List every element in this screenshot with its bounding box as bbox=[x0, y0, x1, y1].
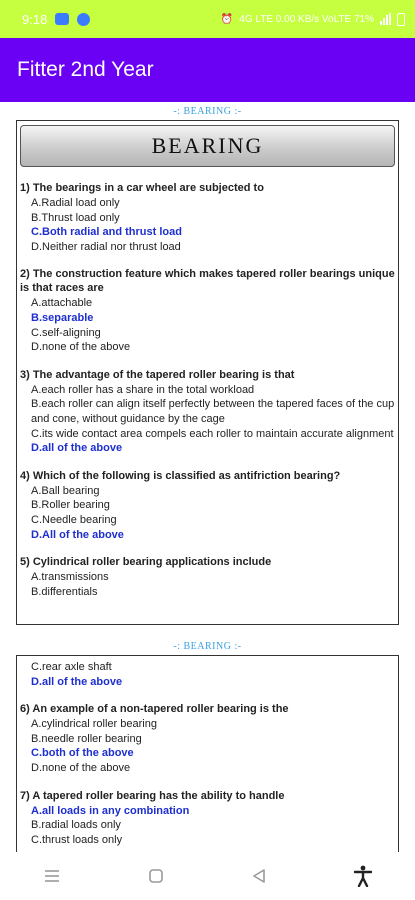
page-banner: BEARING bbox=[20, 125, 395, 167]
status-right bbox=[221, 13, 405, 26]
correct-answer-option: B.separable bbox=[31, 311, 94, 324]
accessibility-icon[interactable] bbox=[343, 861, 383, 891]
correct-answer-option: D.All of the above bbox=[31, 528, 124, 541]
answer-option: C.self-aligning bbox=[31, 326, 101, 339]
answer-option: B.Roller bearing bbox=[31, 499, 110, 512]
app-bar bbox=[0, 38, 415, 102]
question-block bbox=[20, 469, 395, 542]
question-text: 6) An example of a non-tapered roller bearing is the bbox=[20, 703, 289, 716]
question-text: 7) A tapered roller bearing has the ability to handle bbox=[20, 789, 285, 802]
answer-option: A.transmissions bbox=[31, 571, 109, 584]
gallery-notification-icon bbox=[55, 13, 69, 25]
section-label: -: BEARING :- bbox=[173, 106, 242, 117]
question-block bbox=[20, 368, 395, 456]
answer-option: B.each roller can align itself perfectly between the tapered faces of the cup and cone, without guidance by the cage bbox=[31, 398, 395, 425]
answer-option: B.needle roller bearing bbox=[31, 732, 142, 745]
answer-option: D.Neither radial nor thrust load bbox=[31, 240, 181, 253]
correct-answer-option: D.all of the above bbox=[31, 675, 123, 688]
app-notification-icon bbox=[77, 13, 90, 26]
answer-option: C.thrust loads only bbox=[31, 833, 123, 846]
section-label-2: -: BEARING :- bbox=[173, 641, 242, 652]
recents-icon[interactable] bbox=[32, 861, 72, 891]
answer-option: A.each roller has a share in the total workload bbox=[31, 383, 255, 396]
question-block bbox=[20, 789, 395, 848]
battery-icon bbox=[397, 13, 405, 26]
back-icon[interactable] bbox=[239, 861, 279, 891]
question-text: 3) The advantage of the tapered roller bearing is that bbox=[20, 368, 295, 381]
network-status-text: 4G LTE 0.00 KB/s VoLTE 71% bbox=[239, 13, 374, 25]
answer-option: D.none of the above bbox=[31, 341, 131, 354]
question-text: 2) The construction feature which makes tapered roller bearings unique is that races are bbox=[20, 268, 395, 295]
continued-options bbox=[20, 660, 395, 689]
app-title: Fitter 2nd Year bbox=[17, 58, 154, 81]
question-block bbox=[20, 702, 395, 775]
question-list bbox=[20, 181, 395, 599]
content-scroll[interactable] bbox=[0, 102, 415, 852]
question-text: 1) The bearings in a car wheel are subjected to bbox=[20, 182, 264, 194]
quiz-page-2 bbox=[16, 655, 399, 852]
signal-icon bbox=[380, 13, 391, 25]
answer-option: A.cylindrical roller bearing bbox=[31, 718, 157, 731]
correct-answer-option: D.all of the above bbox=[31, 442, 123, 455]
system-nav-bar bbox=[0, 852, 415, 900]
answer-option: B.Thrust load only bbox=[31, 211, 120, 224]
answer-option: A.Ball bearing bbox=[31, 484, 100, 497]
answer-option: A.attachable bbox=[31, 297, 93, 310]
answer-option: B.radial loads only bbox=[31, 819, 121, 832]
status-time: 9:18 bbox=[22, 11, 48, 27]
answer-option: B.differentials bbox=[31, 585, 98, 598]
answer-option: C.Needle bearing bbox=[31, 513, 117, 526]
answer-option: C.rear axle shaft bbox=[31, 661, 112, 673]
answer-option: D.none of the above bbox=[31, 761, 131, 774]
question-block bbox=[20, 555, 395, 599]
quiz-page-1 bbox=[16, 120, 399, 625]
question-text: 4) Which of the following is classified as antifriction bearing? bbox=[20, 469, 341, 482]
answer-option: C.its wide contact area compels each roller to maintain accurate alignment bbox=[31, 427, 394, 440]
status-bar bbox=[0, 0, 415, 38]
question-list-2 bbox=[20, 702, 395, 847]
correct-answer-option: C.both of the above bbox=[31, 747, 134, 760]
question-block bbox=[20, 181, 395, 254]
home-icon[interactable] bbox=[136, 861, 176, 891]
correct-answer-option: A.all loads in any combination bbox=[31, 804, 190, 817]
alarm-icon: ⏰ bbox=[220, 13, 234, 25]
answer-option: A.Radial load only bbox=[31, 197, 120, 209]
question-text: 5) Cylindrical roller bearing applications include bbox=[20, 556, 272, 569]
correct-answer-option: C.Both radial and thrust load bbox=[31, 226, 182, 239]
question-block bbox=[20, 267, 395, 354]
